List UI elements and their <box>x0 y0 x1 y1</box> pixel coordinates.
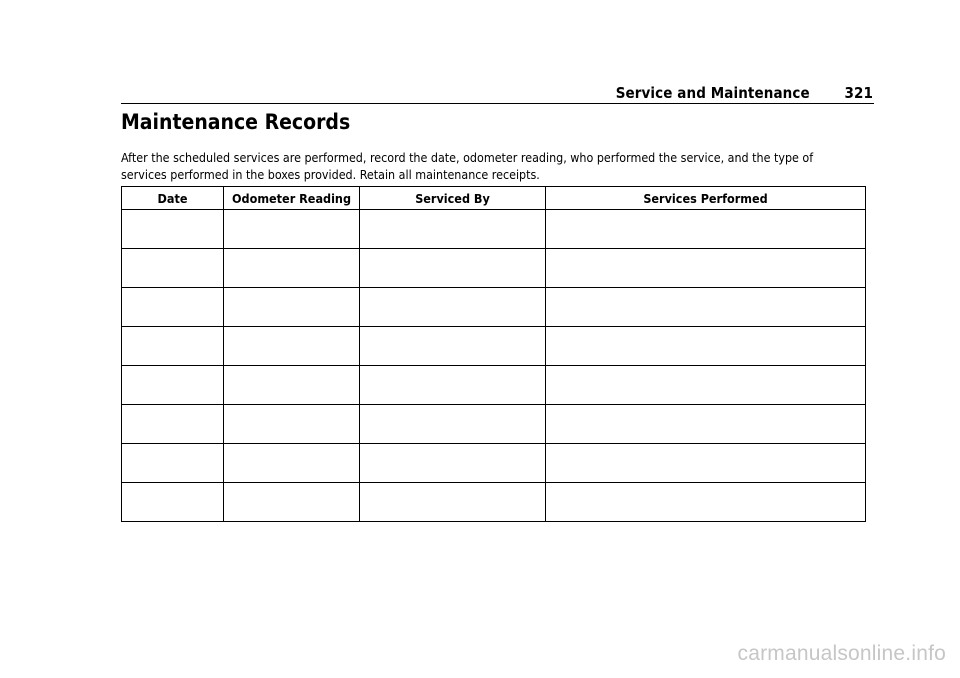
services-performed-cell <box>546 327 866 366</box>
header-divider <box>121 103 874 104</box>
services-performed-cell <box>546 288 866 327</box>
column-header-odometer: Odometer Reading <box>224 187 360 210</box>
date-cell <box>122 210 224 249</box>
intro-paragraph: After the scheduled services are performed, record the date, odometer reading, who performed the service, and the type of services performed in the boxes provided. Retain all maintenance receipts. <box>121 150 814 182</box>
table-row <box>122 444 866 483</box>
odometer-cell <box>224 210 360 249</box>
serviced-by-cell <box>360 366 546 405</box>
services-performed-cell <box>546 210 866 249</box>
table-row <box>122 288 866 327</box>
serviced-by-cell <box>360 210 546 249</box>
odometer-cell <box>224 483 360 522</box>
running-header <box>616 84 873 102</box>
table-header-row <box>122 187 866 210</box>
odometer-cell <box>224 327 360 366</box>
table-row <box>122 366 866 405</box>
watermark-text: carmanualsonline.info <box>737 642 946 665</box>
table-row <box>122 210 866 249</box>
page-number: 321 <box>844 84 873 102</box>
table-row <box>122 327 866 366</box>
date-cell <box>122 405 224 444</box>
services-performed-cell <box>546 249 866 288</box>
odometer-cell <box>224 288 360 327</box>
services-performed-cell <box>546 366 866 405</box>
table-row <box>122 405 866 444</box>
maintenance-records-table <box>121 186 866 522</box>
services-performed-cell <box>546 483 866 522</box>
column-header-date: Date <box>122 187 224 210</box>
odometer-cell <box>224 249 360 288</box>
date-cell <box>122 366 224 405</box>
page-title: Maintenance Records <box>121 110 351 134</box>
column-header-services-performed: Services Performed <box>546 187 866 210</box>
odometer-cell <box>224 366 360 405</box>
date-cell <box>122 327 224 366</box>
services-performed-cell <box>546 444 866 483</box>
serviced-by-cell <box>360 249 546 288</box>
serviced-by-cell <box>360 444 546 483</box>
table-row <box>122 483 866 522</box>
date-cell <box>122 444 224 483</box>
date-cell <box>122 288 224 327</box>
serviced-by-cell <box>360 327 546 366</box>
odometer-cell <box>224 405 360 444</box>
table-row <box>122 249 866 288</box>
section-title: Service and Maintenance <box>615 84 810 102</box>
services-performed-cell <box>546 405 866 444</box>
serviced-by-cell <box>360 288 546 327</box>
serviced-by-cell <box>360 405 546 444</box>
date-cell <box>122 483 224 522</box>
serviced-by-cell <box>360 483 546 522</box>
odometer-cell <box>224 444 360 483</box>
date-cell <box>122 249 224 288</box>
column-header-serviced-by: Serviced By <box>360 187 546 210</box>
